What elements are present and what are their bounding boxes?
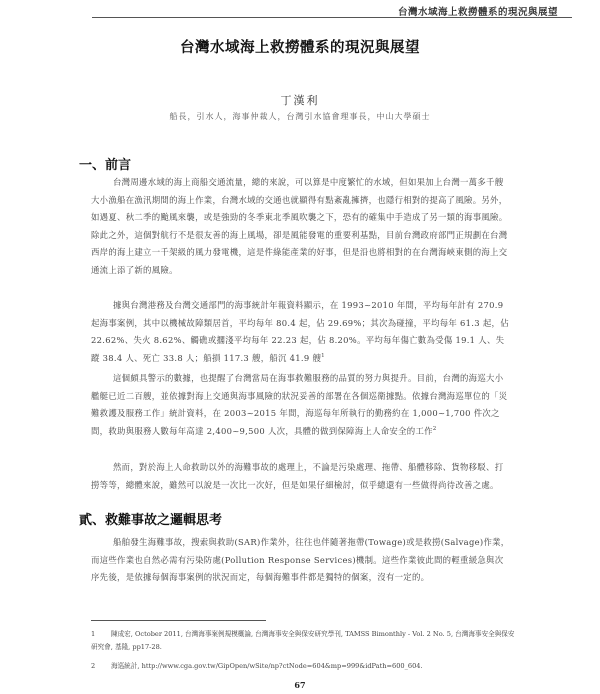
author-name: 丁漢利 (280, 94, 320, 107)
header-rule (92, 17, 572, 18)
paragraph (91, 174, 511, 279)
author-affiliation: 船長，引水人，海事仲裁人，台灣引水協會理事長，中山大學碩士 (169, 112, 431, 121)
footnote-rule (91, 620, 266, 621)
paragraph-text: 這個頗具警示的數據，也提醒了台灣當局在海事救難服務的品質的努力與提升。目前，台灣的海巡大小艦艇已近二百艘，並依據對海上交通與海事風險的狀況妥善的部署在各個巡衛據點。依據台灣海巡單位的「災難救護及服務工作」統計資料，在 2003~2015 年間，海巡每年所執行的勤務約在 1,000~1,700 件次之間，救助與服務人數每年高達 2,400~9,500 人次，具體的做到保障海上人命安全的工作 (91, 373, 508, 436)
paragraph-text: 船舶發生海難事故，搜索與救助(SAR)作業外，往往也伴隨著拖帶(Towage)或是救撈(Salvage)作業，而這些作業也自然必需有污染防處(Pollution Response Services)機制。這些作業彼此間的輕重緩急與次序先後，是依據每個海事案例的狀況而定，每個海難事件都是獨特的個案，沒有一定的。 (91, 537, 510, 582)
footnote-ref[interactable]: 2 (432, 425, 437, 432)
paragraph-text: 據與台灣港務及台灣交通部門的海事統計年報資料顯示，在 1993~2010 年間，平均每年計有 270.9 起海事案例，其中以機械故障類居首，平均每年 80.4 起，佔 29.69%；其次為碰撞，平均每年 61.3 起，佔 22.62%、失火 8.62%、觸礁或擱淺平均每年 22.23 起，佔 8.20%。平均每年傷亡數為受傷 19.1 人、失蹤 38.4 人、死亡 33.8 人；船損 117.3 艘，船沉 41.9 艘 (91, 300, 509, 363)
paragraph (91, 370, 511, 440)
footnote-mark: 2 (91, 662, 96, 670)
footnote-mark: 1 (91, 630, 96, 638)
paper-title: 台灣水域海上救撈體系的現況與展望 (180, 39, 420, 56)
page-number: 67 (294, 680, 306, 690)
footnote-ref[interactable]: 1 (321, 352, 325, 359)
paragraph (91, 297, 511, 367)
section-heading-introduction: 一、前言 (79, 158, 132, 173)
paragraph (91, 534, 511, 587)
paragraph-text: 然而，對於海上人命救助以外的海難事故的處理上，不論是污染處理、拖帶、船體移除、貨物移駁、打撈等等，總體來說，雖然可以說是一次比一次好，但是如果仔細檢討，似乎總還有一些做得尚待改善之處。 (91, 462, 504, 490)
footnote-text[interactable]: 海巡統計, http://www.cga.gov.tw/GipOpen/wSite/np?ctNode=604&mp=999&idPath=600_604. (111, 662, 423, 670)
running-header: 台灣水域海上救撈體系的現況與展望 (397, 7, 558, 18)
footnote (91, 628, 521, 654)
paragraph (91, 459, 511, 494)
section-heading-logic: 貳、救難事故之邏輯思考 (79, 513, 223, 528)
footnote (91, 660, 521, 673)
footnote-text: 陳成宏, October 2011, 台灣海事案例規模概論, 台灣海事安全與保安研究學刊, TAMSS Bimonthly - Vol. 2 No. 5, 台灣海事安全與保安研究會, 基隆, pp17-28. (91, 630, 515, 651)
paragraph-text: 台灣周邊水域的海上商船交通流量，總的來說，可以算是中度繁忙的水域，但如果加上台灣一萬多千艘大小漁船在漁汛期間的海上作業，台灣水域的交通也就顯得有點紊亂擁擠，也隱行相對的提高了風險。另外，如遇夏、秋二季的颱風來襲，或是強勁的冬季東北季風吹襲之下，恐有的確集中手造成了另一類的海事風險。除此之外，這個對航行不是很友善的海上風場，卻是風能發電的重要利基點，目前台灣政府部門正規劃在台灣西岸的海上建立一千架級的風力發電機，這是件綠能產業的好事，但是沿也將相對的在台灣海峽東側的海上交通流上添了新的風險。 (91, 177, 508, 275)
